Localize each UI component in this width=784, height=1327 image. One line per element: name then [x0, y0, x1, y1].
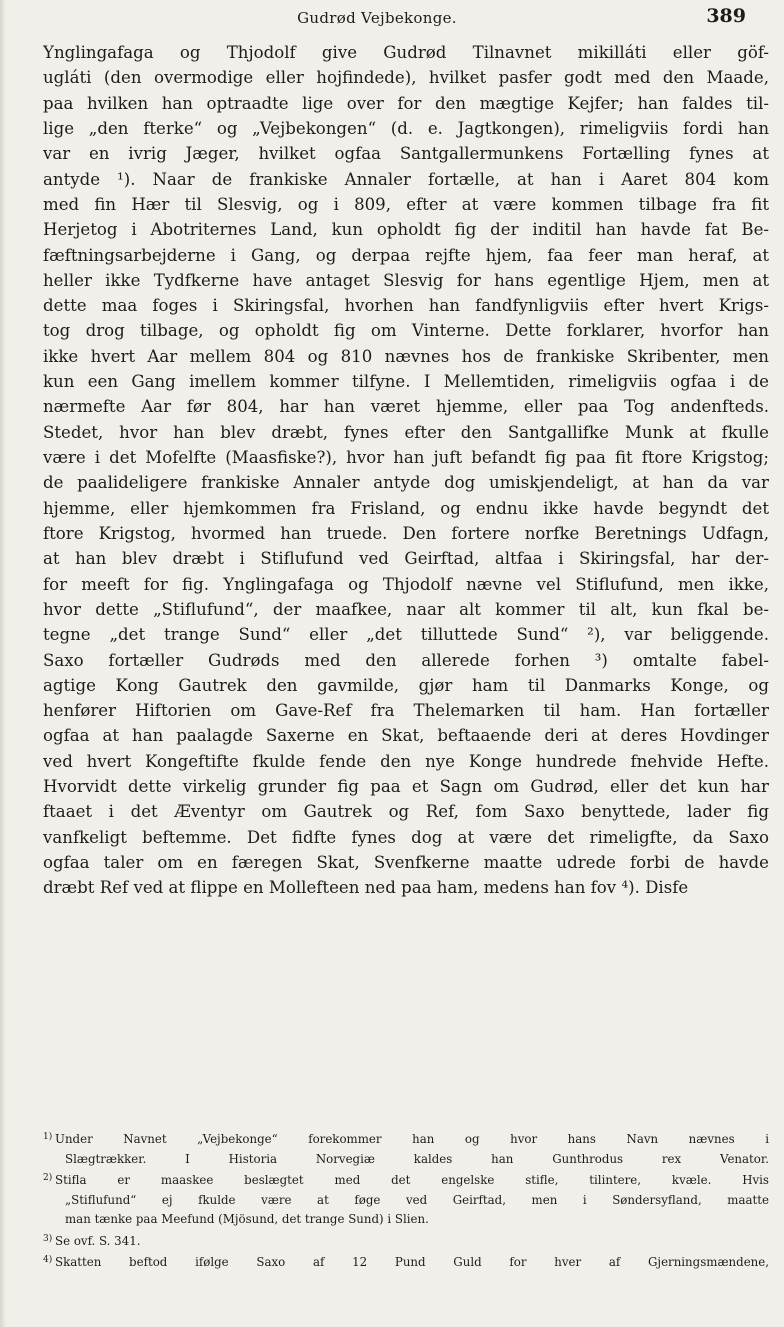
- text-line: hjemme, eller hjemkommen fra Frisland, og endnu ikke havde begyndt det: [43, 498, 769, 518]
- text-line: dræbt Ref ved at flippe en Mollefteen ned paa ham, medens han fov ⁴). Disfe: [43, 878, 689, 898]
- footnote-mark: 2): [43, 1173, 53, 1183]
- text-line: hvor dette „Stiflufund“, der maafkee, naar alt kommer til alt, kun fkal be-: [43, 599, 769, 619]
- text-line: for meeft for fig. Ynglingafaga og Thjodolf nævne vel Stiflufund, men ikke,: [43, 574, 769, 594]
- footnote-line: [43, 1251, 769, 1273]
- text-line: antyde ¹). Naar de frankiske Annaler fortælle, at han i Aaret 804 kom: [43, 169, 769, 189]
- text-line: ogfaa taler om en færegen Skat, Svenfkerne maatte udrede forbi de havde: [43, 853, 769, 872]
- text-line: med fin Hær til Slesvig, og i 809, efter at være kommen tilbage fra fit: [43, 194, 769, 214]
- text-line: lige „den fterke“ og „Vejbekongen“ (d. e. Jagtkongen), rimeligviis fordi han: [43, 118, 769, 138]
- footnotes: [43, 1128, 769, 1273]
- text-line: Stedet, hvor han blev dræbt, fynes efter den Santgallifke Munk at fkulle: [43, 422, 769, 442]
- footnote-line: [43, 1169, 769, 1191]
- text-line: dette maa foges i Skiringsfal, hvorhen han fandfynligviis efter hvert Krigs-: [43, 296, 769, 316]
- text-line: henfører Hiftorien om Gave-Ref fra Thelemarken til ham. Han fortæller: [43, 701, 769, 721]
- footnote-text: „Stiflufund“ ej fkulde være at føge ved Geirftad, men i Søndersyfland, maatte: [65, 1192, 769, 1207]
- text-line: Ynglingafaga og Thjodolf give Gudrød Tilnavnet mikilláti eller göf-: [43, 43, 769, 62]
- text-line: ikke hvert Aar mellem 804 og 810 nævnes hos de frankiske Skribenter, men: [43, 346, 769, 366]
- text-line: fæftningsarbejderne i Gang, og derpaa rejfte hjem, faa feer man heraf, at: [43, 245, 769, 265]
- running-head: Gudrød Vejbekonge.: [297, 9, 457, 27]
- text-line: tog drog tilbage, og opholdt fig om Vinterne. Dette forklarer, hvorfor han: [43, 321, 769, 341]
- text-line: Herjetog i Abotriternes Land, kun opholdt fig der inditil han havde fat Be-: [43, 220, 769, 240]
- text-line: nærmefte Aar før 804, har han været hjemme, eller paa Tog andenfteds.: [43, 397, 769, 417]
- text-line: agtige Kong Gautrek den gavmilde, gjør ham til Danmarks Konge, og: [43, 675, 769, 695]
- text-line: Saxo fortæller Gudrøds med den allerede forhen ³) omtalte fabel-: [43, 650, 769, 670]
- page-number: 389: [706, 5, 746, 27]
- footnote-text: Skatten beftod ifølge Saxo af 12 Pund Guld for hver af Gjerningsmændene,: [55, 1255, 769, 1269]
- text-line: kun een Gang imellem kommer tilfyne. I Mellemtiden, rimeligviis ogfaa i de: [43, 372, 769, 392]
- body-text: [43, 40, 769, 901]
- text-line: de paalideligere frankiske Annaler antyde dog umiskjendeligt, at han da var: [43, 473, 769, 493]
- text-line: paa hvilken han optraadte lige over for den mægtige Kejfer; han faldes til-: [43, 93, 769, 113]
- text-line: heller ikke Tydfkerne have antaget Slesvig for hans egentlige Hjem, men at: [43, 270, 769, 290]
- text-line: tegne „det trange Sund“ eller „det tilluttede Sund“ ²), var beliggende.: [43, 625, 769, 645]
- text-line: ogfaa at han paalagde Saxerne en Skat, beftaaende deri at deres Hovdinger: [43, 726, 769, 746]
- page-header: [40, 0, 754, 40]
- footnote-line: [43, 1230, 769, 1252]
- footnote-text: man tænke paa Meefund (Mjösund, det trange Sund) i Slien.: [65, 1212, 429, 1226]
- footnote-text: Stifla er maaskee beslægtet med det engelske stifle, tilintere, kvæle. Hvis: [55, 1173, 769, 1187]
- text-line: ftaaet i det Æventyr om Gautrek og Ref, fom Saxo benyttede, lader fig: [43, 802, 769, 822]
- footnote-line: [43, 1210, 769, 1230]
- text-line: ftore Krigstog, hvormed han truede. Den fortere norfke Beretnings Udfagn,: [43, 523, 769, 543]
- text-line: Hvorvidt dette virkelig grunder fig paa et Sagn om Gudrød, eller det kun har: [43, 777, 769, 797]
- footnote-text: Se ovf. S. 341.: [55, 1233, 141, 1248]
- footnote-line: [43, 1150, 769, 1170]
- footnote-mark: 3): [43, 1233, 53, 1244]
- text-line: at han blev dræbt i Stiflufund ved Geirftad, altfaa i Skiringsfal, har der-: [43, 549, 769, 569]
- footnote-mark: 4): [43, 1255, 53, 1265]
- text-line: ved hvert Kongeftifte fkulde fende den nye Konge hundrede fnehvide Hefte.: [43, 751, 769, 771]
- text-line: var en ivrig Jæger, hvilket ogfaa Santgallermunkens Fortælling fynes at: [43, 144, 769, 164]
- footnote-line: [43, 1128, 769, 1150]
- text-line: ugláti (den overmodige eller hojfindede), hvilket pasfer godt med den Maade,: [43, 68, 769, 88]
- scan-edge: [0, 0, 6, 1327]
- footnote-text: Under Navnet „Vejbekonge“ forekommer han og hvor hans Navn nævnes i: [55, 1132, 769, 1146]
- footnote-text: Slægtrækker. I Historia Norvegiæ kaldes han Gunthrodus rex Venator.: [65, 1151, 769, 1166]
- text-line: vanfkeligt beftemme. Det fidfte fynes dog at være det rimeligfte, da Saxo: [43, 827, 769, 847]
- text-line: være i det Mofelfte (Maasfiske?), hvor han juft befandt fig paa fit ftore Krigstog;: [43, 448, 769, 467]
- footnote-mark: 1): [43, 1132, 53, 1142]
- footnote-line: [43, 1191, 769, 1211]
